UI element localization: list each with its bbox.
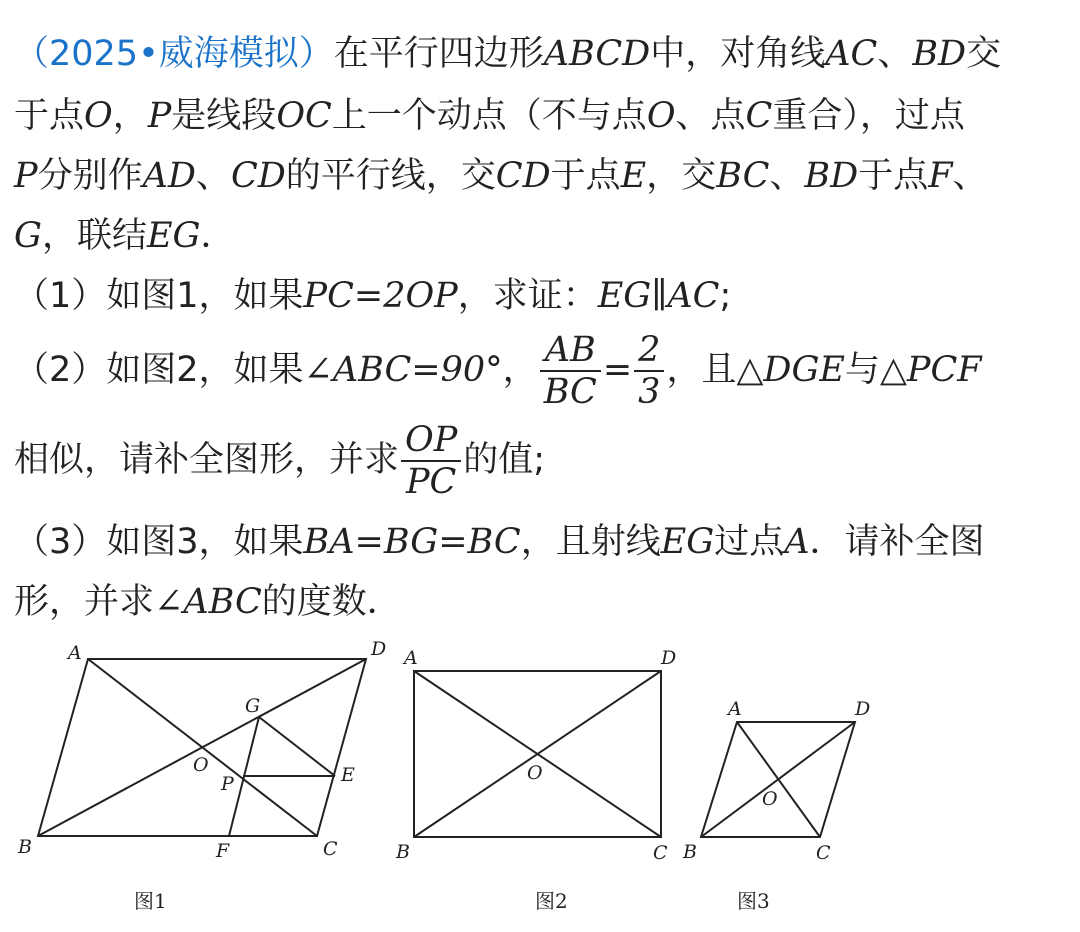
question-1: （1）如图1，如果PC=2OP，求证：EG∥AC; <box>14 276 732 316</box>
fig2-label-a: A <box>404 647 418 669</box>
figure-1 <box>38 659 366 836</box>
fig1-label-b: B <box>18 836 32 858</box>
fig1-label-p: P <box>221 773 234 795</box>
fig1-label-d: D <box>371 638 387 660</box>
fig3-diagonal-bd <box>701 722 855 837</box>
fraction-ab-bc: $\frac{AB}{BC}$ <box>540 330 601 412</box>
fig1-label-e: E <box>341 764 355 786</box>
figure-3 <box>701 722 855 837</box>
fig3-label-o: O <box>762 788 778 810</box>
text-line-3: P分别作AD、CD的平行线，交CD于点E，交BC、BD于点F、 <box>14 156 988 196</box>
text-line-4: G，联结EG． <box>14 216 236 256</box>
text-line-2: 于点O，P是线段OC上一个动点（不与点O、点C重合），过点 <box>14 96 965 136</box>
question-2-cont: 相似，请补全图形，并求 $\frac{OP}{PC}$ 的值; <box>14 420 546 502</box>
question-3: （3）如图3，如果BA=BG=BC，且射线EG过点A．请补全图 <box>14 522 985 562</box>
fig3-label-d: D <box>855 698 871 720</box>
figure-2 <box>414 671 661 837</box>
fig2-label-d: D <box>661 647 677 669</box>
fig3-label-b: B <box>683 841 697 863</box>
fig2-caption: 图2 <box>535 889 568 913</box>
fig3-label-c: C <box>816 842 831 864</box>
fig3-label-a: A <box>728 698 742 720</box>
fig3-caption: 图3 <box>737 889 770 913</box>
question-2: （2）如图2，如果∠ABC=90°， $\frac{AB}{BC}$ = $\frac{2}{3}$ ，且△DGE与△PCF <box>14 330 982 412</box>
fig1-label-o: O <box>193 754 209 776</box>
fig1-diagonal-bd <box>38 659 366 836</box>
geometry-figures <box>0 632 1080 932</box>
fraction-op-pc: $\frac{OP}{PC}$ <box>401 420 461 502</box>
fig1-label-f: F <box>216 840 230 862</box>
fig2-label-c: C <box>653 842 668 864</box>
fig1-label-g: G <box>245 695 261 717</box>
fig1-segment-ge <box>259 717 335 776</box>
text-line-1: （2025•威海模拟）在平行四边形ABCD中，对角线AC、BD交 <box>14 34 1002 74</box>
question-3-cont: 形，并求∠ABC的度数． <box>14 582 402 622</box>
fig2-label-o: O <box>527 762 543 784</box>
fig1-caption: 图1 <box>134 889 167 913</box>
fraction-2-3: $\frac{2}{3}$ <box>634 330 664 412</box>
fig1-label-c: C <box>323 838 338 860</box>
fig2-label-b: B <box>396 841 410 863</box>
problem-source: （2025•威海模拟） <box>14 34 334 74</box>
fig1-label-a: A <box>68 642 82 664</box>
